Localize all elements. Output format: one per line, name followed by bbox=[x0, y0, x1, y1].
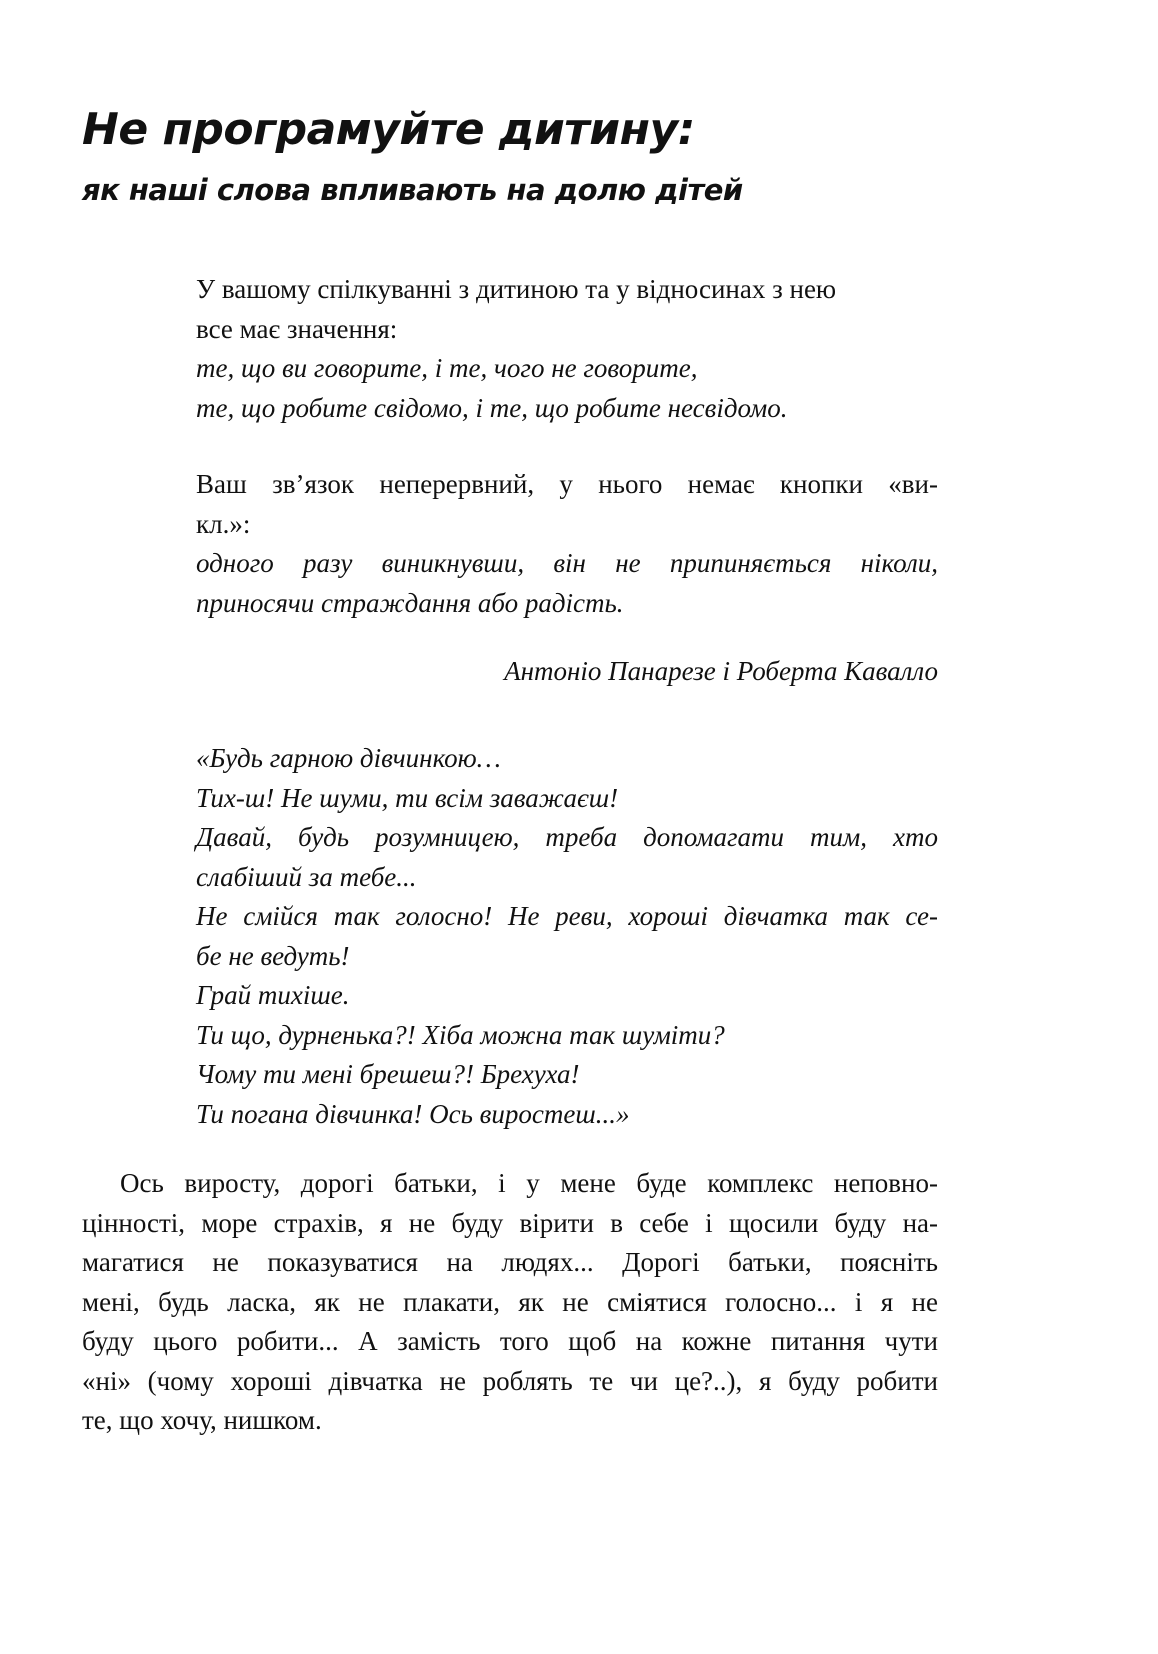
child-quote bbox=[196, 739, 938, 1134]
epigraph-line: Ваш зв’язок неперервний, у нього немає кнопки «ви- bbox=[196, 469, 938, 499]
quote-line: Ти що, дурненька?! Хіба можна так шуміти? bbox=[196, 1019, 725, 1050]
body-line: мені, будь ласка, як не плакати, як не сміятися голосно... і я не bbox=[82, 1286, 938, 1317]
epigraph-line: те, що ви говорите, і те, чого не говорите, bbox=[196, 353, 698, 383]
quote-line: Ти погана дівчинка! Ось виростеш...» bbox=[196, 1098, 630, 1129]
body-line: цінності, море страхів, я не буду вірити в себе і щосили буду на- bbox=[82, 1207, 938, 1238]
body-line: магатися не показуватися на людях... Дорогі батьки, поясніть bbox=[82, 1247, 938, 1277]
epigraph-author: Антоніо Панарезе і Роберта Кавалло bbox=[504, 656, 938, 686]
body-paragraph bbox=[82, 1164, 938, 1441]
epigraph-line: кл.»: bbox=[196, 508, 251, 539]
epigraph-line: приносячи страждання або радість. bbox=[196, 587, 624, 618]
epigraph-stanza-2 bbox=[196, 465, 938, 623]
quote-line: Грай тихіше. bbox=[196, 980, 350, 1010]
quote-line: Чому ти мені брешеш?! Брехуха! bbox=[196, 1059, 580, 1089]
body-line: буду цього робити... А замість того щоб на кожне питання чути bbox=[82, 1326, 938, 1356]
epigraph-line: все має значення: bbox=[196, 313, 398, 344]
page-subtitle: як наші слова впливають на долю дітей bbox=[82, 173, 743, 207]
page-title: Не програмуйте дитину: bbox=[82, 104, 695, 155]
epigraph-line: одного разу виникнувши, він не припиняється ніколи, bbox=[196, 548, 938, 578]
quote-line: Тих-ш! Не шуми, ти всім заважаєш! bbox=[196, 782, 619, 813]
epigraph-line: У вашому спілкуванні з дитиною та у відносинах з нею bbox=[196, 274, 837, 304]
quote-line: Давай, будь розумницею, треба допомагати тим, хто bbox=[196, 822, 938, 852]
epigraph-stanza-1 bbox=[196, 270, 938, 428]
body-line: Ось виросту, дорогі батьки, і у мене буде комплекс неповно- bbox=[120, 1168, 938, 1198]
quote-line: слабіший за тебе... bbox=[196, 861, 417, 892]
body-line: те, що хочу, нишком. bbox=[82, 1405, 322, 1435]
quote-line: «Будь гарною дівчинкою… bbox=[196, 743, 501, 773]
quote-line: Не смійся так голосно! Не реви, хороші дівчатка так се- bbox=[196, 901, 938, 931]
quote-line: бе не ведуть! bbox=[196, 940, 350, 971]
epigraph-line: те, що робите свідомо, і те, що робите несвідомо. bbox=[196, 392, 788, 423]
body-line: «ні» (чому хороші дівчатка не роблять те чи це?..), я буду робити bbox=[82, 1365, 938, 1396]
